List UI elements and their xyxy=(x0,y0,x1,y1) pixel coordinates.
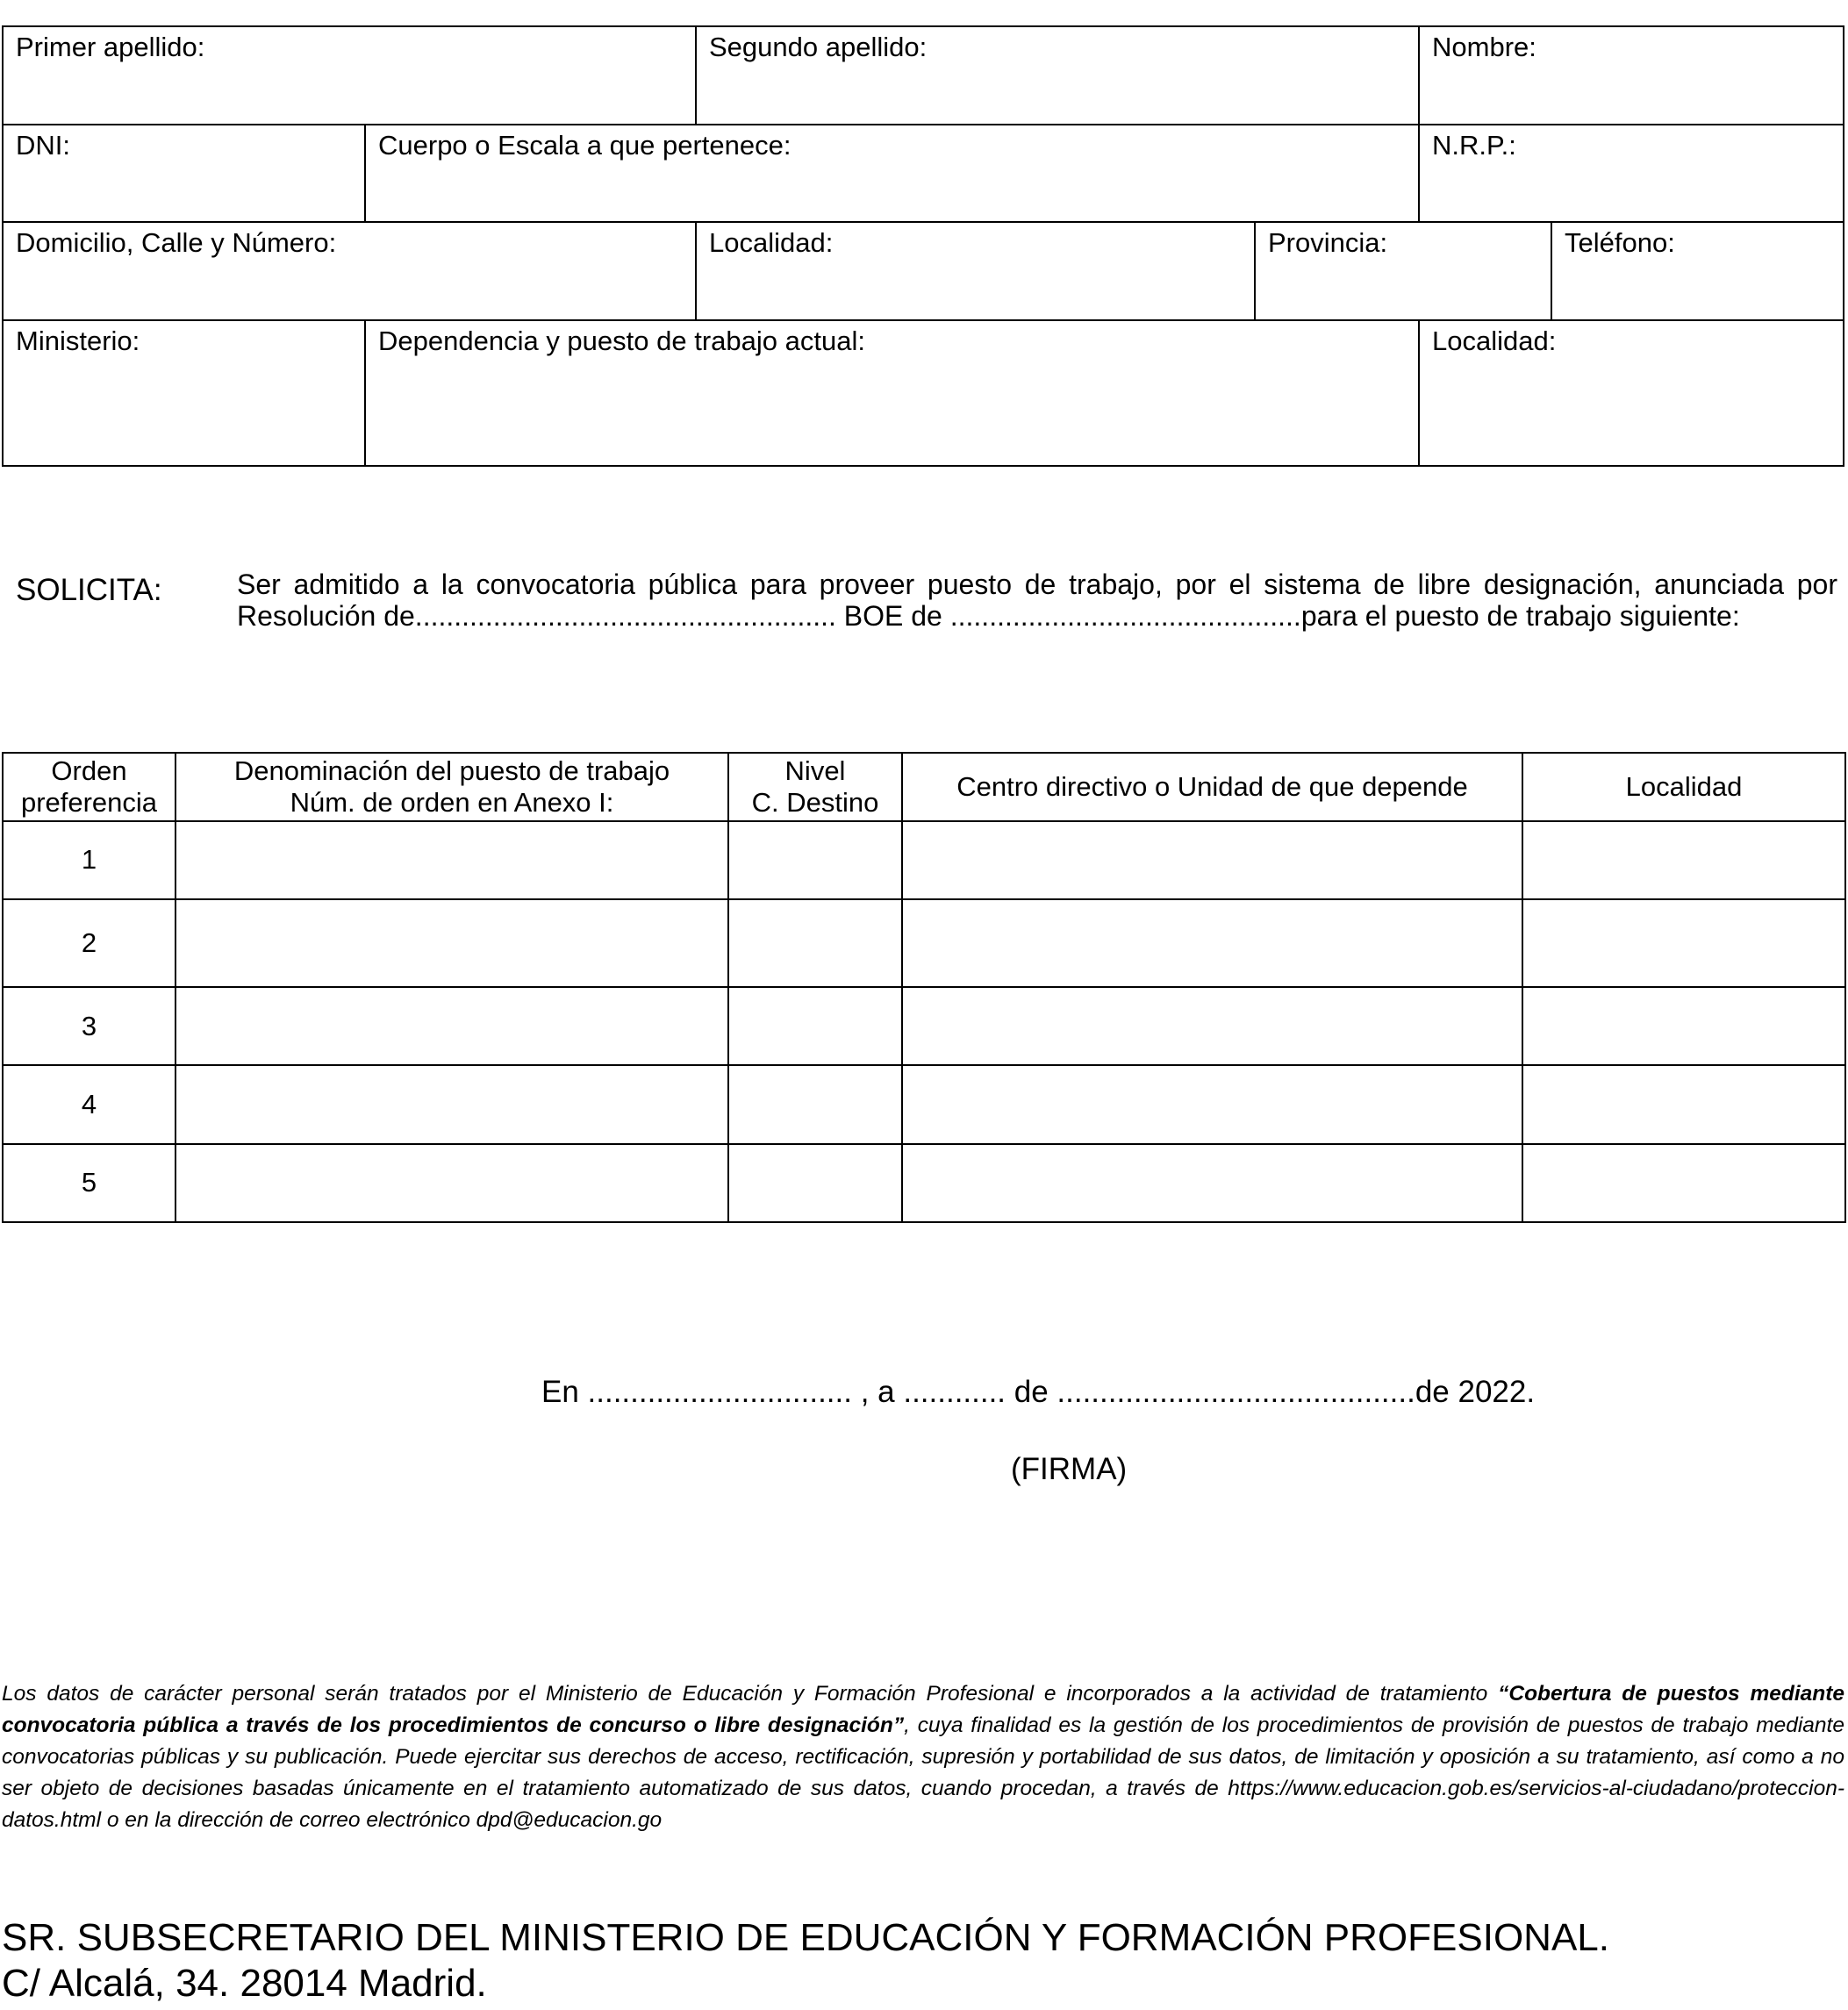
ministerio-field[interactable] xyxy=(4,321,366,465)
preference-table xyxy=(2,752,1846,1223)
nivel-cell[interactable] xyxy=(728,821,902,898)
dni-label: DNI: xyxy=(16,130,70,161)
denominacion-cell[interactable] xyxy=(175,987,728,1065)
nivel-cell[interactable] xyxy=(728,899,902,987)
table-row xyxy=(3,899,1845,987)
row-order-number: 3 xyxy=(3,987,175,1065)
localidad-actual-label: Localidad: xyxy=(1432,325,1557,356)
header-orden-line1: Orden xyxy=(51,755,127,787)
denominacion-cell[interactable] xyxy=(175,821,728,898)
telefono-field[interactable] xyxy=(1552,223,1843,321)
localidad-label: Localidad: xyxy=(709,227,834,258)
centro-cell[interactable] xyxy=(902,987,1522,1065)
denominacion-cell[interactable] xyxy=(175,1065,728,1143)
centro-cell[interactable] xyxy=(902,1144,1522,1222)
header-centro: Centro directivo o Unidad de que depende xyxy=(902,753,1522,821)
nrp-field[interactable] xyxy=(1420,125,1843,223)
denominacion-cell[interactable] xyxy=(175,899,728,987)
header-nivel-line2: C. Destino xyxy=(751,787,879,819)
header-orden xyxy=(3,753,175,821)
localidad-cell[interactable] xyxy=(1522,1144,1845,1222)
segundo-apellido-field[interactable] xyxy=(697,27,1420,125)
centro-cell[interactable] xyxy=(902,1065,1522,1143)
solicita-label: SOLICITA: xyxy=(16,573,162,607)
table-row xyxy=(3,1144,1845,1222)
table-row xyxy=(3,1065,1845,1143)
row-order-number: 2 xyxy=(3,899,175,987)
ministerio-label: Ministerio: xyxy=(16,325,140,356)
table-row xyxy=(3,987,1845,1065)
telefono-label: Teléfono: xyxy=(1565,227,1675,258)
header-denominacion-line2: Núm. de orden en Anexo I: xyxy=(290,787,614,819)
header-localidad: Localidad xyxy=(1522,753,1845,821)
nombre-field[interactable] xyxy=(1420,27,1843,125)
localidad-actual-field[interactable] xyxy=(1420,321,1843,465)
segundo-apellido-label: Segundo apellido: xyxy=(709,32,928,62)
cuerpo-escala-label: Cuerpo o Escala a que pertenece: xyxy=(378,130,791,161)
personal-data-grid xyxy=(2,25,1844,467)
nrp-label: N.R.P.: xyxy=(1432,130,1516,161)
dni-field[interactable] xyxy=(4,125,366,223)
domicilio-field[interactable] xyxy=(4,223,697,321)
localidad-cell[interactable] xyxy=(1522,899,1845,987)
privacy-text-part1: Los datos de carácter personal serán tratados por el Ministerio de Educación y Formación Profesional e incorporados a la actividad de tratamiento xyxy=(2,1682,1499,1706)
centro-cell[interactable] xyxy=(902,821,1522,898)
primer-apellido-label: Primer apellido: xyxy=(16,32,205,62)
table-header-row xyxy=(3,753,1845,821)
nivel-cell[interactable] xyxy=(728,987,902,1065)
nivel-cell[interactable] xyxy=(728,1144,902,1222)
localidad-cell[interactable] xyxy=(1522,987,1845,1065)
provincia-label: Provincia: xyxy=(1268,227,1388,258)
row-order-number: 5 xyxy=(3,1144,175,1222)
header-orden-line2: preferencia xyxy=(20,787,158,819)
cuerpo-escala-field[interactable] xyxy=(366,125,1420,223)
centro-cell[interactable] xyxy=(902,899,1522,987)
privacy-activity-name: “Cobertura de puestos mediante convocatoria pública a través de los procedimientos de concurso o libre designación” xyxy=(2,1682,1844,1737)
addressee-line2: C/ Alcalá, 34. 28014 Madrid. xyxy=(2,1962,487,2005)
row-order-number: 4 xyxy=(3,1065,175,1143)
provincia-field[interactable] xyxy=(1256,223,1552,321)
nivel-cell[interactable] xyxy=(728,1065,902,1143)
header-nivel-line1: Nivel xyxy=(784,755,846,787)
header-nivel xyxy=(728,753,902,821)
addressee-line1: SR. SUBSECRETARIO DEL MINISTERIO DE EDUCACIÓN Y FORMACIÓN PROFESIONAL. xyxy=(2,1916,1609,1959)
place-date-line: En ............................... , a ............ de ..........................................de 2022. xyxy=(541,1375,1536,1409)
header-denominacion xyxy=(175,753,728,821)
addressee-block xyxy=(2,1915,1609,2006)
firma-label: (FIRMA) xyxy=(1011,1452,1128,1486)
localidad-field[interactable] xyxy=(697,223,1256,321)
localidad-cell[interactable] xyxy=(1522,821,1845,898)
localidad-cell[interactable] xyxy=(1522,1065,1845,1143)
header-denominacion-line1: Denominación del puesto de trabajo xyxy=(233,755,670,787)
solicita-text: Ser admitido a la convocatoria pública para proveer puesto de trabajo, por el sistema de libre designación, anunciada por Resolución de...................................................... BOE de .............................................para el puesto de trabajo siguiente: xyxy=(237,569,1837,632)
dependencia-label: Dependencia y puesto de trabajo actual: xyxy=(378,325,865,356)
dependencia-field[interactable] xyxy=(366,321,1420,465)
table-row xyxy=(3,821,1845,898)
primer-apellido-field[interactable] xyxy=(4,27,697,125)
privacy-notice xyxy=(2,1678,1844,1836)
row-order-number: 1 xyxy=(3,821,175,898)
domicilio-label: Domicilio, Calle y Número: xyxy=(16,227,337,258)
denominacion-cell[interactable] xyxy=(175,1144,728,1222)
privacy-text-part2: , cuya finalidad es la gestión de los procedimientos de provisión de puestos de trabajo mediante convocatorias públicas y su publicación. Puede ejercitar sus derechos de acceso, rectificación, supresión y portabilidad de sus datos, de limitación y oposición a su tratamiento, así como a no ser objeto de decisiones basadas únicamente en el tratamiento automatizado de sus datos, cuando procedan, a través de https://www.educacion.gob.es/servicios-al-ciudadano/proteccion-datos.html o en la dirección de correo electrónico dpd@educacion.go xyxy=(2,1713,1844,1832)
nombre-label: Nombre: xyxy=(1432,32,1536,62)
